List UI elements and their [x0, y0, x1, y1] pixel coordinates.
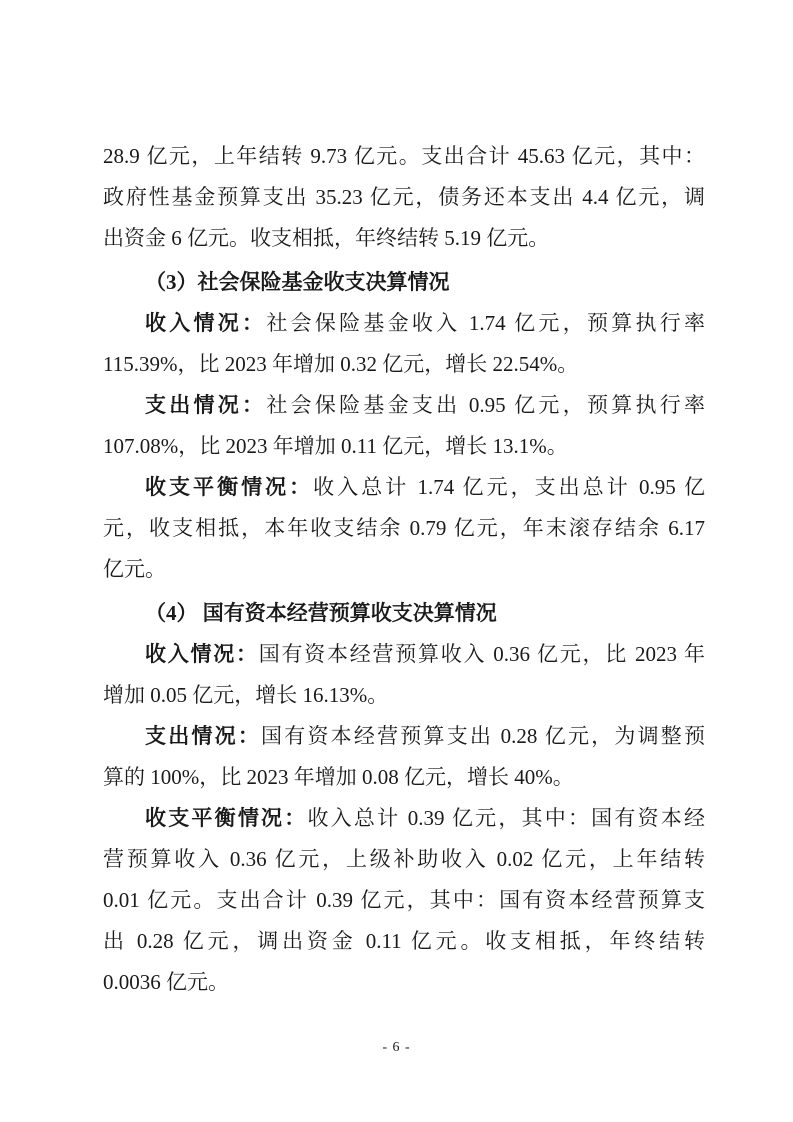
heading-text: （3）社会保险基金收支决算情况: [145, 270, 450, 294]
text-line: [103, 218, 705, 259]
line-text: 0.0036 亿元。: [103, 970, 229, 994]
run-in-label: 收入情况：: [145, 311, 267, 335]
line-text: 国有资本经营预算收入 0.36 亿元，比 2023 年: [258, 642, 705, 666]
page-footer: [0, 1039, 793, 1057]
line-text: 28.9 亿元，上年结转 9.73 亿元。支出合计 45.63 亿元，其中：: [103, 144, 705, 168]
text-line: [103, 344, 705, 385]
line-text: 收入总计 1.74 亿元，支出总计 0.95 亿: [313, 475, 706, 499]
line-text: 政府性基金预算支出 35.23 亿元，债务还本支出 4.4 亿元，调: [103, 185, 705, 209]
line-text: 增加 0.05 亿元，增长 16.13%。: [103, 683, 389, 707]
text-line: [103, 921, 705, 962]
line-text: 社会保险基金支出 0.95 亿元，预算执行率: [266, 393, 706, 417]
run-in-label: 支出情况：: [145, 393, 267, 417]
line-text: 0.01 亿元。支出合计 0.39 亿元，其中：国有资本经营预算支: [103, 888, 705, 912]
text-line: [103, 634, 705, 675]
line-text: 算的 100%，比 2023 年增加 0.08 亿元，增长 40%。: [103, 765, 574, 789]
line-text: 出 0.28 亿元，调出资金 0.11 亿元。收支相抵，年终结转: [103, 929, 705, 953]
run-in-label: 收支平衡情况：: [145, 475, 314, 499]
text-line: [103, 675, 705, 716]
line-text: 亿元。: [103, 557, 166, 581]
text-line: [103, 508, 705, 549]
line-text: 元，收支相抵，本年收支结余 0.79 亿元，年末滚存结余 6.17: [103, 516, 705, 540]
text-line: [103, 757, 705, 798]
text-line: [103, 177, 705, 218]
line-text: 社会保险基金收入 1.74 亿元，预算执行率: [266, 311, 706, 335]
heading-text: （4） 国有资本经营预算收支决算情况: [145, 601, 497, 625]
line-text: 107.08%，比 2023 年增加 0.11 亿元，增长 13.1%。: [103, 434, 568, 458]
line-text: 出资金 6 亿元。收支相抵，年终结转 5.19 亿元。: [103, 226, 550, 250]
section-heading-3: [103, 262, 705, 303]
section-heading-4: [103, 593, 705, 634]
text-line: [103, 962, 705, 1003]
text-line: [103, 716, 705, 757]
line-text: 收入总计 0.39 亿元，其中：国有资本经: [307, 806, 706, 830]
run-in-label: 收入情况：: [145, 642, 259, 666]
line-text: 国有资本经营预算支出 0.28 亿元，为调整预: [261, 724, 706, 748]
text-line: [103, 426, 705, 467]
text-line: [103, 385, 705, 426]
text-line: [103, 549, 705, 590]
line-text: 115.39%，比 2023 年增加 0.32 亿元，增长 22.54%。: [103, 352, 579, 376]
page-content: [103, 136, 705, 1003]
line-text: 营预算收入 0.36 亿元，上级补助收入 0.02 亿元，上年结转: [103, 847, 705, 871]
text-line: [103, 839, 705, 880]
run-in-label: 收支平衡情况：: [145, 806, 308, 830]
text-line: [103, 467, 705, 508]
text-line: [103, 303, 705, 344]
run-in-label: 支出情况：: [145, 724, 262, 748]
text-line: [103, 798, 705, 839]
text-line: [103, 880, 705, 921]
page-number: - 6 -: [382, 1040, 411, 1055]
text-line: [103, 136, 705, 177]
